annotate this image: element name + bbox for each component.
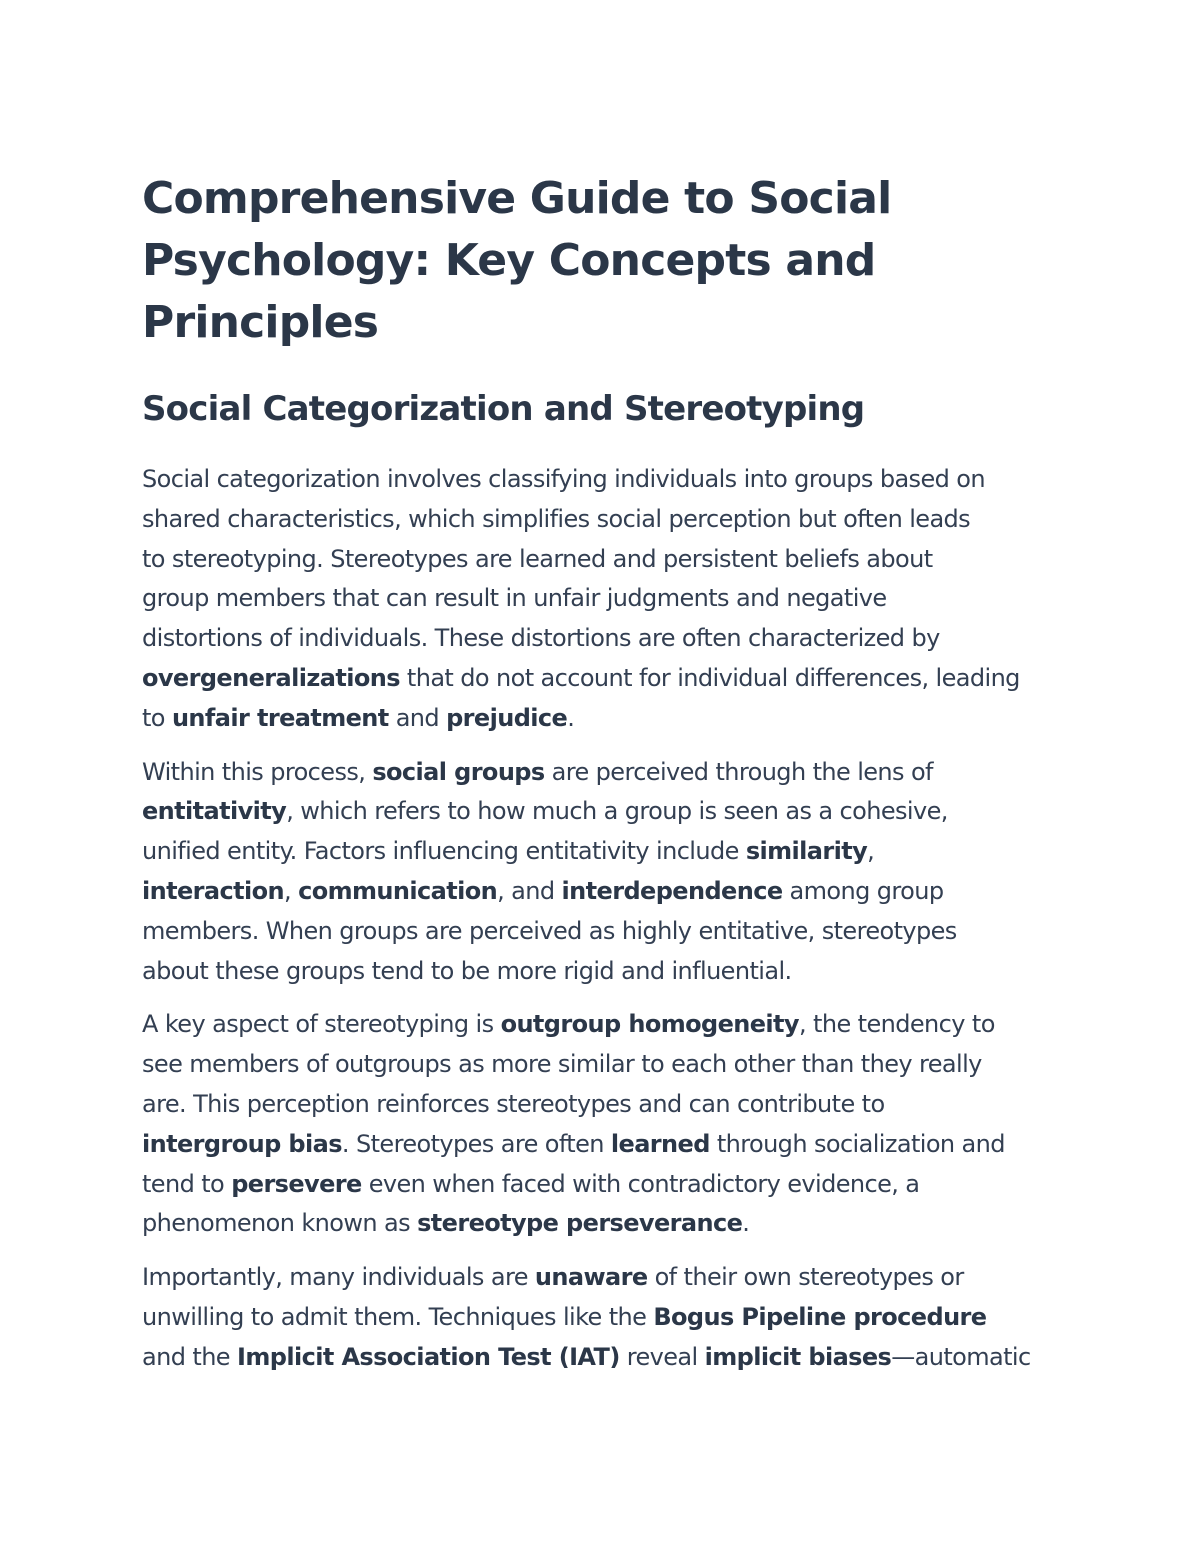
text-run: to stereotyping. Stereotypes are learned and persistent beliefs about	[142, 544, 933, 573]
text-run: about these groups tend to be more rigid and influential.	[142, 956, 792, 985]
paragraph-line	[142, 500, 1072, 540]
bold-term: unaware	[534, 1263, 648, 1292]
paragraph-line	[142, 753, 1072, 793]
bold-term: similarity	[745, 837, 868, 866]
paragraph-line	[142, 1085, 1072, 1125]
bold-term: prejudice	[446, 703, 568, 732]
paragraph-line	[142, 1165, 1072, 1205]
text-run: among group	[782, 876, 944, 905]
text-run: Within this process,	[142, 757, 373, 786]
paragraph-line	[142, 1338, 1072, 1378]
text-run: distortions of individuals. These distortions are often characterized by	[142, 624, 940, 653]
text-run: .	[567, 703, 575, 732]
paragraph-line	[142, 912, 1072, 952]
bold-term: intergroup bias	[142, 1129, 342, 1158]
paragraph-line	[142, 659, 1072, 699]
text-run: and	[388, 703, 447, 732]
paragraph-line	[142, 1125, 1072, 1165]
document-title: Comprehensive Guide to Social Psychology: Key Concepts and Principles	[142, 173, 892, 348]
text-run: A key aspect of stereotyping is	[142, 1010, 501, 1039]
text-run: of their own stereotypes or	[647, 1263, 964, 1292]
paragraph-4	[142, 1258, 1072, 1377]
bold-term: interaction	[142, 876, 284, 905]
paragraph-line	[142, 952, 1072, 992]
text-run: see members of outgroups as more similar to each other than they really	[142, 1050, 982, 1079]
text-run: unwilling to admit them. Techniques like the	[142, 1302, 654, 1331]
text-run: are. This perception reinforces stereotypes and can contribute to	[142, 1089, 885, 1118]
paragraph-line	[142, 872, 1072, 912]
bold-term: stereotype perseverance	[417, 1209, 743, 1238]
text-run: are perceived through the lens of	[544, 757, 933, 786]
text-run: ,	[867, 837, 875, 866]
text-run: group members that can result in unfair judgments and negative	[142, 584, 887, 613]
bold-term: overgeneralizations	[142, 663, 400, 692]
text-run: —automatic	[891, 1342, 1031, 1371]
text-run: tend to	[142, 1169, 232, 1198]
paragraph-1	[142, 460, 1072, 739]
bold-term: entitativity	[142, 797, 287, 826]
text-run: .	[742, 1209, 750, 1238]
paragraph-3	[142, 1005, 1072, 1244]
bold-term: outgroup homogeneity	[500, 1010, 799, 1039]
text-run: ,	[284, 876, 299, 905]
paragraph-line	[142, 540, 1072, 580]
text-run: . Stereotypes are often	[341, 1129, 611, 1158]
text-run: , the tendency to	[798, 1010, 995, 1039]
text-run: Social categorization involves classifying individuals into groups based on	[142, 465, 985, 493]
text-run: unified entity. Factors influencing entitativity include	[142, 837, 746, 866]
paragraph-line	[142, 579, 1072, 619]
paragraph-line	[142, 619, 1072, 659]
text-run: reveal	[619, 1342, 705, 1371]
bold-term: persevere	[231, 1169, 362, 1198]
document-page	[142, 168, 1072, 1378]
text-run: , and	[497, 876, 562, 905]
bold-term: social groups	[372, 757, 545, 786]
bold-term: communication	[298, 876, 498, 905]
paragraph-2	[142, 753, 1072, 992]
text-run: phenomenon known as	[142, 1209, 418, 1238]
text-run: members. When groups are perceived as highly entitative, stereotypes	[142, 916, 957, 945]
paragraph-line	[142, 699, 1072, 739]
text-run: shared characteristics, which simplifies social perception but often leads	[142, 504, 971, 533]
bold-term: learned	[610, 1129, 710, 1158]
text-run: through socialization and	[709, 1129, 1005, 1158]
text-run: Importantly, many individuals are	[142, 1263, 535, 1292]
text-run: , which refers to how much a group is seen as a cohesive,	[286, 797, 948, 826]
text-run: that do not account for individual differences, leading	[399, 663, 1020, 692]
paragraph-line	[142, 1298, 1072, 1338]
bold-term: Bogus Pipeline procedure	[653, 1302, 987, 1331]
text-run: and the	[142, 1342, 237, 1371]
paragraph-line	[142, 792, 1072, 832]
paragraph-line	[142, 832, 1072, 872]
text-run: even when faced with contradictory evidence, a	[361, 1169, 920, 1198]
section-heading: Social Categorization and Stereotyping	[142, 389, 865, 429]
bold-term: Implicit Association Test (IAT)	[237, 1342, 620, 1371]
bold-term: unfair treatment	[171, 703, 389, 732]
paragraph-line	[142, 1258, 1072, 1298]
bold-term: interdependence	[561, 876, 783, 905]
bold-term: implicit biases	[704, 1342, 892, 1371]
paragraph-line	[142, 1005, 1072, 1045]
text-run: to	[142, 703, 172, 732]
paragraph-line	[142, 1204, 1072, 1244]
paragraph-line	[142, 460, 1072, 500]
paragraph-line	[142, 1045, 1072, 1085]
